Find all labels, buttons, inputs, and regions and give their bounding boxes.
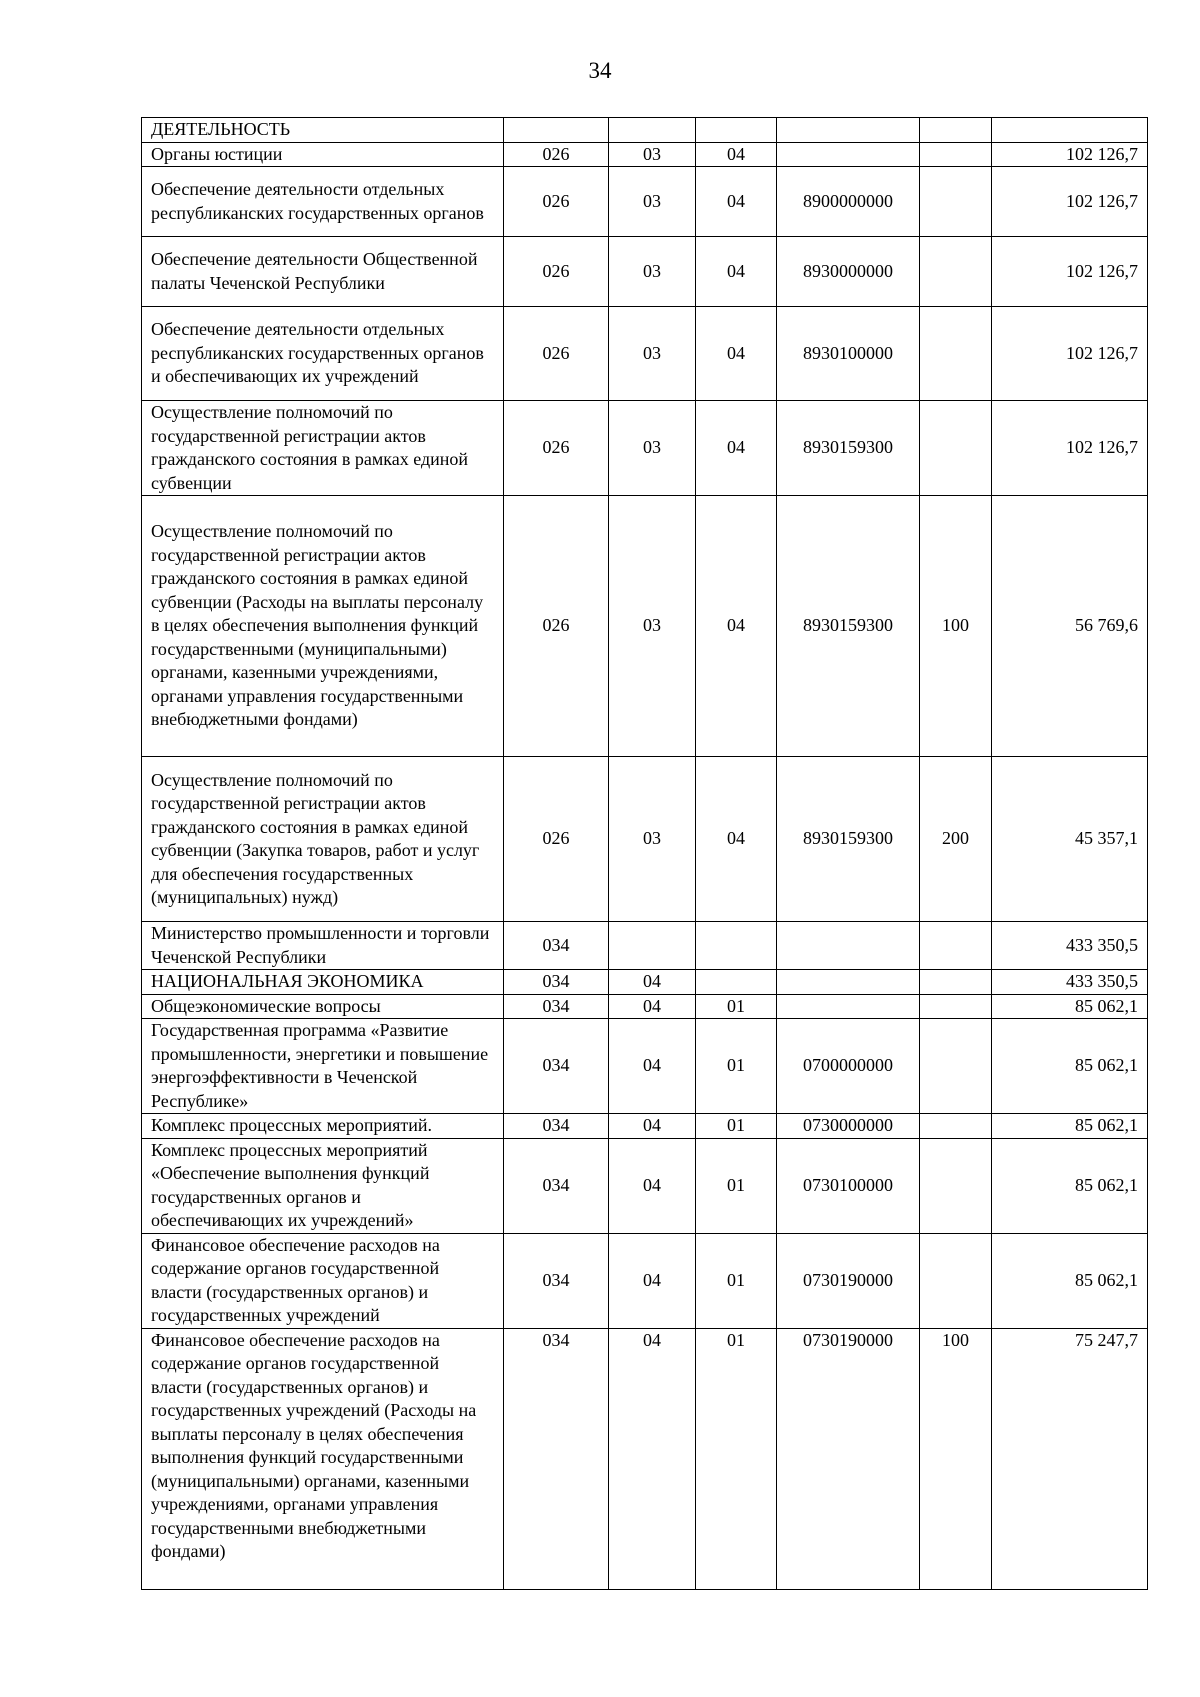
row-name-cell: Обеспечение деятельности Общественной палаты Чеченской Республики (142, 237, 504, 307)
table-row (142, 401, 1148, 496)
section-code-cell: 03 (609, 496, 696, 757)
table-row (142, 118, 1148, 143)
section-code-cell (609, 922, 696, 970)
section-code-cell: 04 (609, 1019, 696, 1114)
row-name-cell: Комплекс процессных мероприятий. (142, 1114, 504, 1139)
table-row (142, 237, 1148, 307)
target-article-cell: 8930159300 (777, 401, 920, 496)
section-code-cell: 04 (609, 1233, 696, 1328)
section-code-cell: 03 (609, 757, 696, 922)
expense-type-cell (920, 970, 992, 995)
target-article-cell: 8930000000 (777, 237, 920, 307)
table-row (142, 1114, 1148, 1139)
amount-cell: 433 350,5 (992, 970, 1148, 995)
table-row (142, 142, 1148, 167)
target-article-cell: 0730190000 (777, 1233, 920, 1328)
expense-type-cell (920, 1138, 992, 1233)
target-article-cell: 8900000000 (777, 167, 920, 237)
target-article-cell (777, 994, 920, 1019)
expense-type-cell (920, 237, 992, 307)
table-row (142, 922, 1148, 970)
table-row (142, 307, 1148, 401)
subsection-code-cell: 01 (696, 1019, 777, 1114)
expense-type-cell (920, 994, 992, 1019)
amount-cell: 102 126,7 (992, 142, 1148, 167)
section-code-cell: 04 (609, 1114, 696, 1139)
table-row (142, 1328, 1148, 1589)
target-article-cell (777, 970, 920, 995)
subsection-code-cell: 01 (696, 994, 777, 1019)
subsection-code-cell: 04 (696, 496, 777, 757)
amount-cell: 85 062,1 (992, 1114, 1148, 1139)
subsection-code-cell: 01 (696, 1233, 777, 1328)
ministry-code-cell: 034 (504, 1019, 609, 1114)
subsection-code-cell: 04 (696, 237, 777, 307)
table-row (142, 970, 1148, 995)
section-code-cell: 04 (609, 970, 696, 995)
ministry-code-cell: 034 (504, 922, 609, 970)
target-article-cell: 0730000000 (777, 1114, 920, 1139)
expense-type-cell: 200 (920, 757, 992, 922)
section-code-cell: 03 (609, 401, 696, 496)
subsection-code-cell (696, 118, 777, 143)
target-article-cell (777, 922, 920, 970)
target-article-cell: 0700000000 (777, 1019, 920, 1114)
table-row (142, 757, 1148, 922)
ministry-code-cell: 034 (504, 970, 609, 995)
page-number: 34 (588, 58, 612, 83)
row-name-cell: Комплекс процессных мероприятий «Обеспечение выполнения функций государственных органов и обеспечивающих их учреждений» (142, 1138, 504, 1233)
amount-cell: 102 126,7 (992, 401, 1148, 496)
ministry-code-cell: 034 (504, 994, 609, 1019)
subsection-code-cell: 04 (696, 757, 777, 922)
row-name-cell: Финансовое обеспечение расходов на содержание органов государственной власти (государственных органов) и государственных учреждений (Расходы на выплаты персоналу в целях обеспечения выполнения функций государственными (муниципальными) органами, казенными учреждениями, органами управления государственными внебюджетными фондами) (142, 1328, 504, 1589)
ministry-code-cell: 026 (504, 167, 609, 237)
row-name-cell: Осуществление полномочий по государственной регистрации актов гражданского состояния в рамках единой субвенции (Закупка товаров, работ и услуг для обеспечения государственных (муниципальных) нужд) (142, 757, 504, 922)
row-name-cell: Финансовое обеспечение расходов на содержание органов государственной власти (государственных органов) и государственных учреждений (142, 1233, 504, 1328)
subsection-code-cell: 04 (696, 307, 777, 401)
table-row (142, 1138, 1148, 1233)
expense-type-cell (920, 167, 992, 237)
row-name-cell: Осуществление полномочий по государственной регистрации актов гражданского состояния в рамках единой субвенции (Расходы на выплаты персоналу в целях обеспечения выполнения функций государственными (муниципальными) органами, казенными учреждениями, органами управления государственными внебюджетными фондами) (142, 496, 504, 757)
amount-cell: 85 062,1 (992, 1019, 1148, 1114)
amount-cell: 102 126,7 (992, 307, 1148, 401)
subsection-code-cell (696, 922, 777, 970)
expense-type-cell (920, 922, 992, 970)
ministry-code-cell: 034 (504, 1233, 609, 1328)
amount-cell: 85 062,1 (992, 994, 1148, 1019)
subsection-code-cell: 01 (696, 1138, 777, 1233)
ministry-code-cell: 026 (504, 496, 609, 757)
row-name-cell: Обеспечение деятельности отдельных республиканских государственных органов (142, 167, 504, 237)
row-name-cell: Осуществление полномочий по государственной регистрации актов гражданского состояния в рамках единой субвенции (142, 401, 504, 496)
ministry-code-cell: 026 (504, 307, 609, 401)
ministry-code-cell (504, 118, 609, 143)
subsection-code-cell (696, 970, 777, 995)
table-row (142, 167, 1148, 237)
expense-type-cell (920, 1019, 992, 1114)
amount-cell: 75 247,7 (992, 1328, 1148, 1589)
budget-table-body (142, 118, 1148, 1590)
target-article-cell: 0730100000 (777, 1138, 920, 1233)
subsection-code-cell: 04 (696, 401, 777, 496)
target-article-cell: 0730190000 (777, 1328, 920, 1589)
row-name-cell: НАЦИОНАЛЬНАЯ ЭКОНОМИКА (142, 970, 504, 995)
section-code-cell: 04 (609, 1328, 696, 1589)
expense-type-cell (920, 142, 992, 167)
section-code-cell (609, 118, 696, 143)
target-article-cell (777, 142, 920, 167)
target-article-cell: 8930100000 (777, 307, 920, 401)
ministry-code-cell: 026 (504, 142, 609, 167)
row-name-cell: Министерство промышленности и торговли Чеченской Республики (142, 922, 504, 970)
section-code-cell: 03 (609, 167, 696, 237)
ministry-code-cell: 034 (504, 1138, 609, 1233)
target-article-cell: 8930159300 (777, 757, 920, 922)
amount-cell: 56 769,6 (992, 496, 1148, 757)
row-name-cell: ДЕЯТЕЛЬНОСТЬ (142, 118, 504, 143)
table-row (142, 1019, 1148, 1114)
ministry-code-cell: 026 (504, 757, 609, 922)
target-article-cell: 8930159300 (777, 496, 920, 757)
amount-cell: 102 126,7 (992, 167, 1148, 237)
expense-type-cell (920, 307, 992, 401)
subsection-code-cell: 01 (696, 1328, 777, 1589)
table-row (142, 496, 1148, 757)
expense-type-cell (920, 118, 992, 143)
table-row (142, 994, 1148, 1019)
subsection-code-cell: 04 (696, 167, 777, 237)
amount-cell: 85 062,1 (992, 1233, 1148, 1328)
table-row (142, 1233, 1148, 1328)
section-code-cell: 03 (609, 142, 696, 167)
expense-type-cell (920, 401, 992, 496)
row-name-cell: Государственная программа «Развитие промышленности, энергетики и повышение энергоэффективности в Чеченской Республике» (142, 1019, 504, 1114)
amount-cell: 433 350,5 (992, 922, 1148, 970)
amount-cell: 45 357,1 (992, 757, 1148, 922)
subsection-code-cell: 01 (696, 1114, 777, 1139)
ministry-code-cell: 034 (504, 1328, 609, 1589)
amount-cell: 85 062,1 (992, 1138, 1148, 1233)
expense-type-cell (920, 1233, 992, 1328)
amount-cell (992, 118, 1148, 143)
expense-type-cell: 100 (920, 496, 992, 757)
row-name-cell: Общеэкономические вопросы (142, 994, 504, 1019)
expense-type-cell (920, 1114, 992, 1139)
subsection-code-cell: 04 (696, 142, 777, 167)
target-article-cell (777, 118, 920, 143)
section-code-cell: 03 (609, 237, 696, 307)
section-code-cell: 03 (609, 307, 696, 401)
row-name-cell: Обеспечение деятельности отдельных республиканских государственных органов и обеспечивающих их учреждений (142, 307, 504, 401)
budget-table (141, 117, 1148, 1590)
section-code-cell: 04 (609, 994, 696, 1019)
ministry-code-cell: 026 (504, 401, 609, 496)
expense-type-cell: 100 (920, 1328, 992, 1589)
ministry-code-cell: 034 (504, 1114, 609, 1139)
ministry-code-cell: 026 (504, 237, 609, 307)
section-code-cell: 04 (609, 1138, 696, 1233)
row-name-cell: Органы юстиции (142, 142, 504, 167)
amount-cell: 102 126,7 (992, 237, 1148, 307)
